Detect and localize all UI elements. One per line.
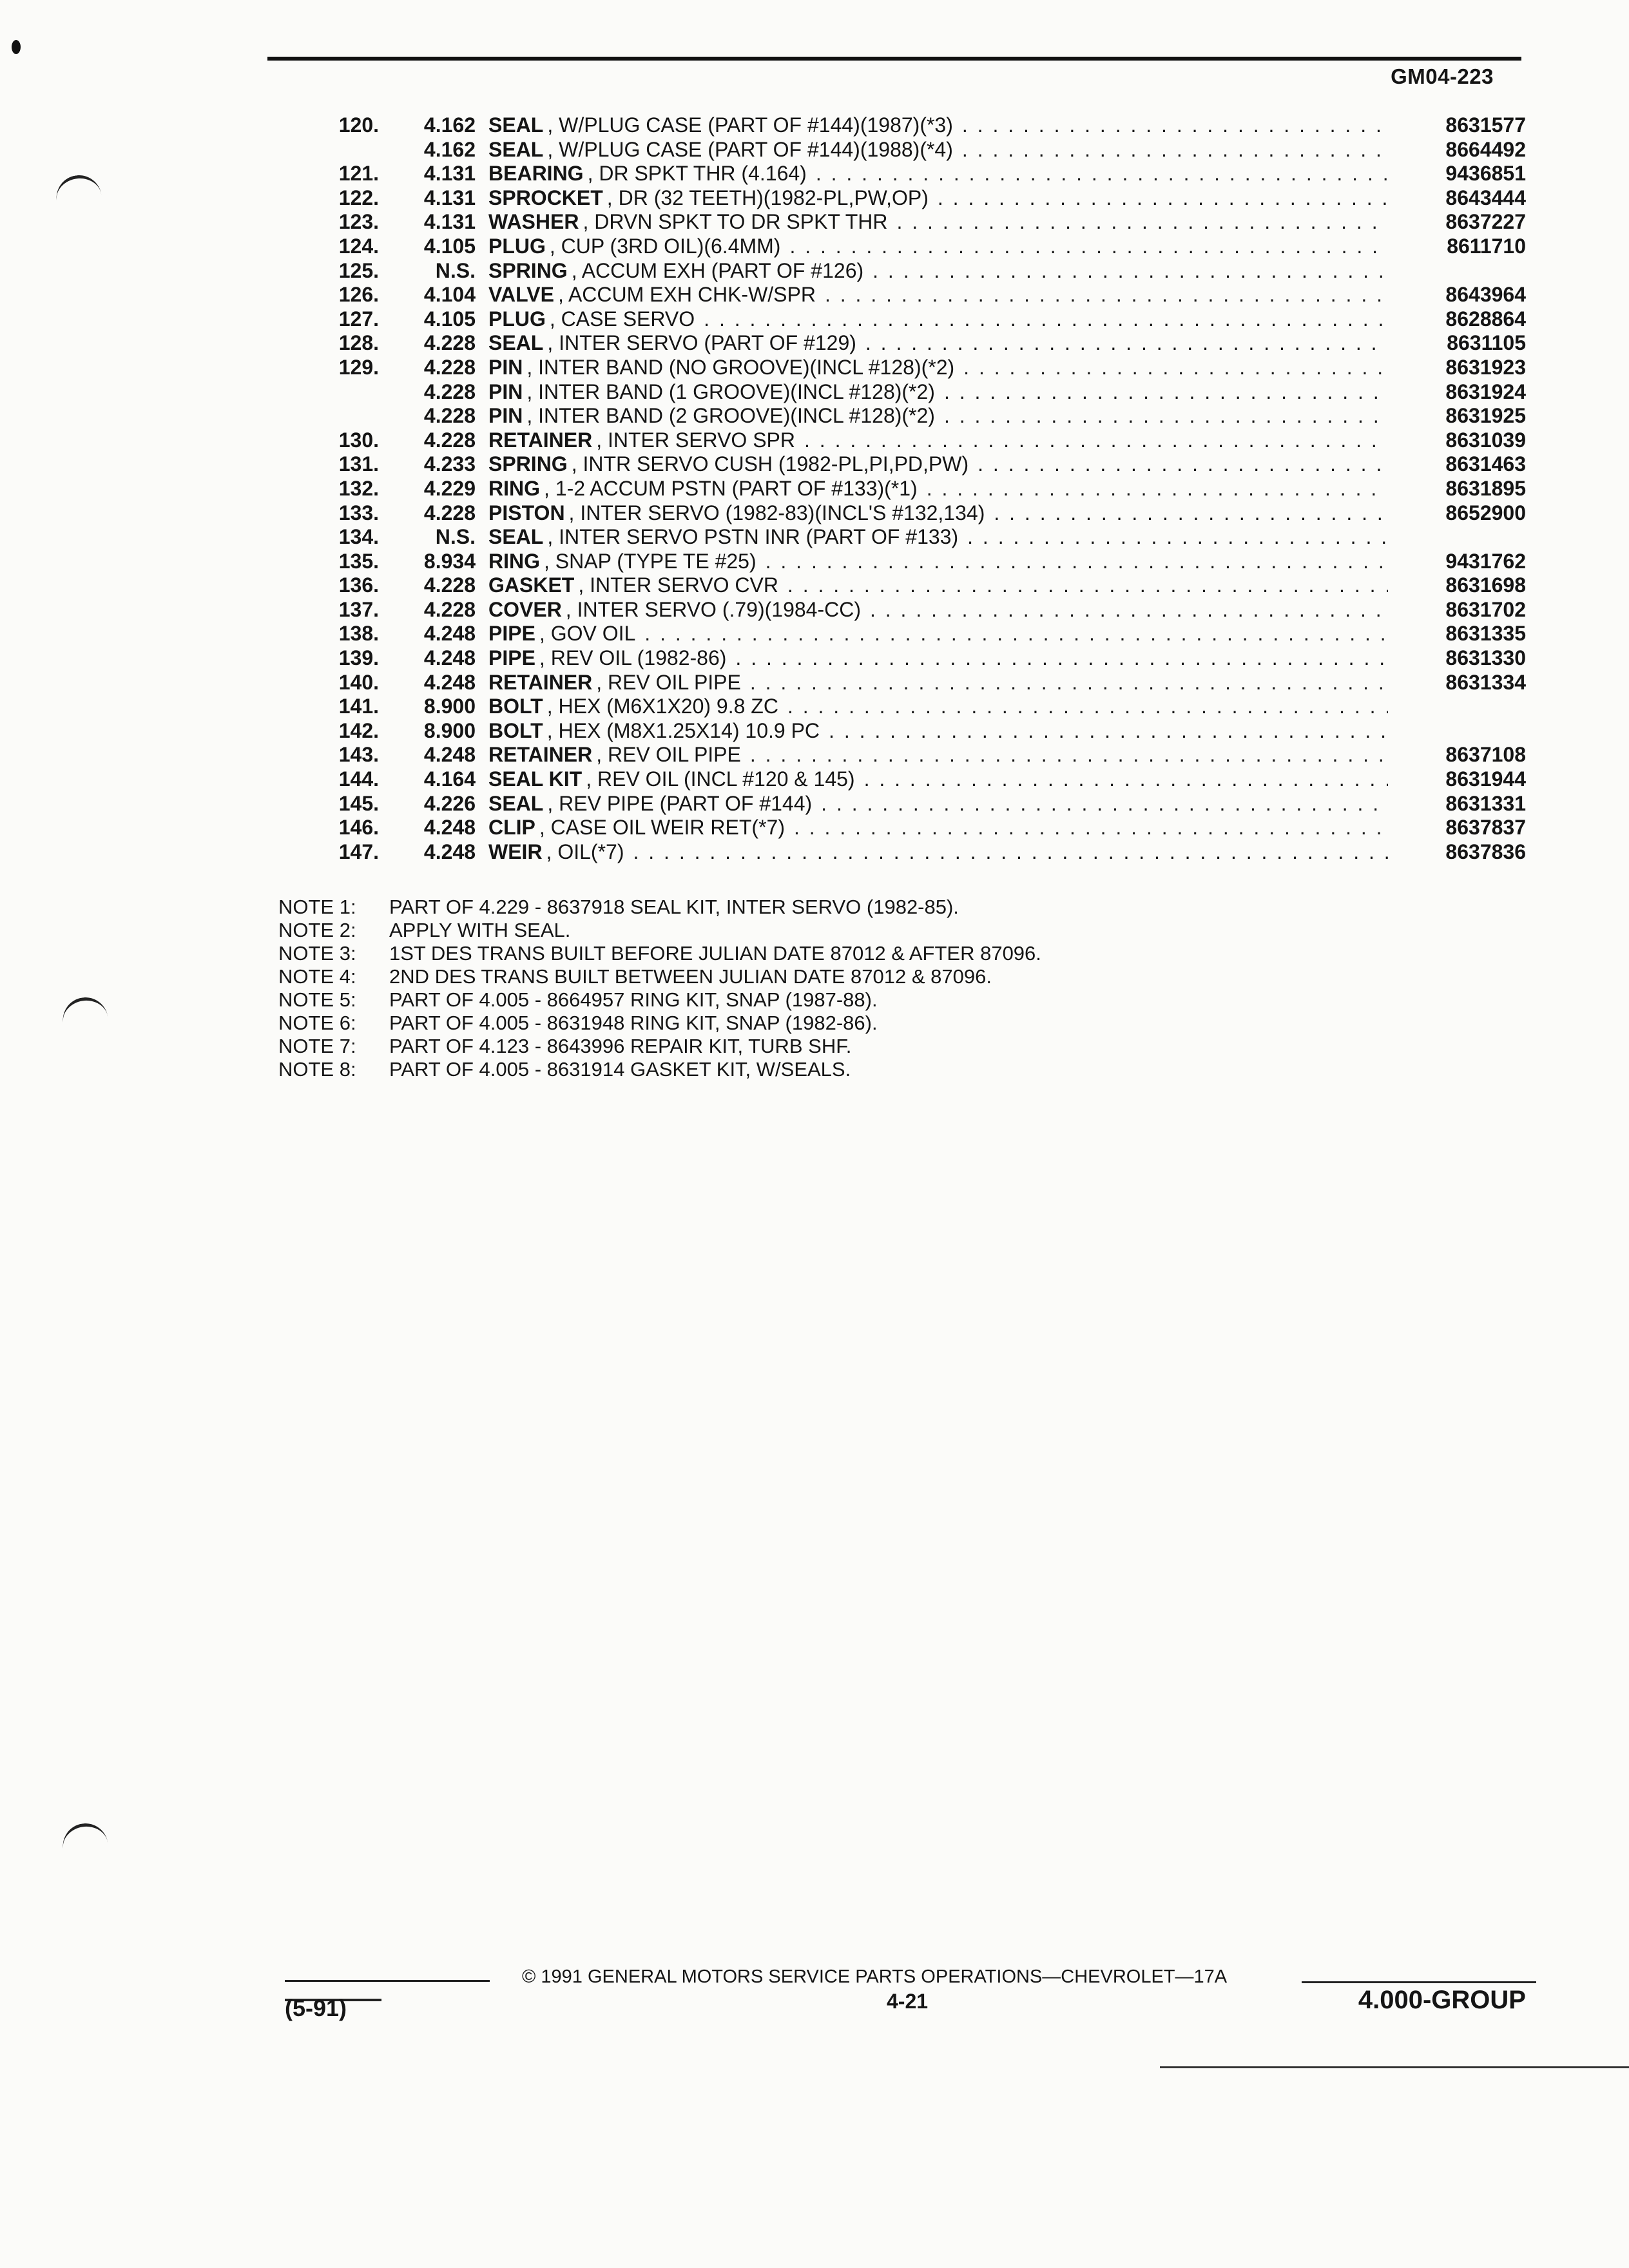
part-name: RETAINER [488,428,593,452]
part-description [488,743,1392,767]
part-number: 8631334 [1445,670,1526,694]
group-number: 4.233 [423,452,476,476]
part-name: BOLT [488,718,543,742]
parts-row [0,550,1629,574]
parts-row [0,162,1629,186]
part-detail: , INTER SERVO PSTN INR (PART OF #133) [547,525,959,549]
part-name: RETAINER [488,670,593,694]
part-name: PLUG [488,234,546,258]
part-number: 8631039 [1445,428,1526,452]
part-number: 9431762 [1445,549,1526,573]
item-number: 144. [338,767,379,791]
note-label: NOTE 1: [278,896,356,918]
part-number: 8631330 [1445,646,1526,670]
parts-row [0,235,1629,259]
item-number: 130. [338,428,379,452]
group-number: 4.105 [423,234,476,258]
item-number: 140. [338,670,379,694]
note-label: NOTE 5: [278,988,356,1011]
header-rule [267,57,1521,61]
part-detail: , INTER BAND (NO GROOVE)(INCL #128)(*2) [526,355,955,379]
parts-row [0,622,1629,646]
part-number: 8652900 [1445,501,1526,524]
dot-leader [644,622,1388,646]
part-detail: , DR SPKT THR (4.164) [587,162,807,186]
part-detail: , CASE OIL WEIR RET(*7) [539,816,785,840]
parts-row [0,743,1629,767]
dot-leader [994,501,1388,526]
item-number: 142. [338,718,379,742]
dot-leader [704,307,1388,332]
part-description [488,404,1392,428]
item-number: 129. [338,355,379,379]
note-text: PART OF 4.005 - 8631914 GASKET KIT, W/SEALS. [389,1058,851,1081]
item-number: 127. [338,307,379,331]
part-number: 8637108 [1445,743,1526,767]
group-number: 4.131 [423,186,476,209]
dot-leader [821,792,1388,816]
part-number: 9436851 [1445,162,1526,186]
part-name: CLIP [488,816,535,840]
part-detail: , INTR SERVO CUSH (1982-PL,PI,PD,PW) [571,452,969,476]
punch-hole-mark [12,40,21,54]
part-number: 8631577 [1445,113,1526,137]
group-number: 4.248 [423,816,476,840]
document-id: GM04-223 [1391,64,1494,88]
dot-leader [865,331,1388,356]
note-text: PART OF 4.123 - 8643996 REPAIR KIT, TURB SHF. [389,1035,852,1057]
binder-edge-mark [60,1820,111,1874]
part-name: PIN [488,355,523,379]
dot-leader [944,380,1388,405]
item-number: 124. [338,234,379,258]
part-description [488,283,1392,307]
part-detail: , W/PLUG CASE (PART OF #144)(1988)(*4) [547,137,953,161]
group-number: 4.228 [423,355,476,379]
group-number: 4.248 [423,670,476,694]
group-number: 4.162 [423,113,476,137]
part-description [488,331,1392,356]
parts-row [0,792,1629,816]
parts-row [0,671,1629,695]
part-name: PLUG [488,307,546,331]
parts-row [0,404,1629,428]
group-number: 4.164 [423,767,476,791]
note-label: NOTE 8: [278,1058,356,1081]
dot-leader [735,646,1388,671]
parts-row [0,719,1629,744]
part-description [488,138,1392,162]
group-number: 4.162 [423,137,476,161]
part-detail: , DRVN SPKT TO DR SPKT THR [583,210,888,234]
note-text: PART OF 4.005 - 8631948 RING KIT, SNAP (1982-86). [389,1012,878,1034]
item-number: 125. [338,258,379,282]
part-detail: , W/PLUG CASE (PART OF #144)(1987)(*3) [547,113,953,137]
item-number: 138. [338,622,379,646]
group-number: N.S. [435,525,476,549]
part-detail: , REV OIL PIPE [596,743,741,767]
part-description [488,307,1392,332]
item-number: 143. [338,743,379,767]
part-name: SEAL [488,137,544,161]
note-label: NOTE 3: [278,942,356,965]
part-name: SEAL [488,525,544,549]
revision-date: (5-91) [285,1995,347,2021]
part-detail: , REV OIL (INCL #120 & 145) [586,767,855,791]
item-number: 132. [338,476,379,500]
parts-row [0,283,1629,307]
dot-leader [944,404,1388,428]
note-label: NOTE 4: [278,965,356,988]
dot-leader [766,550,1388,574]
item-number: 141. [338,695,379,718]
part-name: VALVE [488,283,554,307]
scan-artifact-line [1160,2066,1629,2068]
group-number: 4.104 [423,283,476,307]
item-number: 123. [338,210,379,234]
part-description [488,792,1392,816]
parts-row [0,356,1629,380]
part-number: 8637837 [1445,816,1526,840]
part-description [488,235,1392,259]
binder-edge-mark [60,994,111,1048]
part-description [488,598,1392,622]
parts-row [0,307,1629,332]
part-description [488,428,1392,453]
group-number: 8.900 [423,695,476,718]
note-row [278,896,1041,919]
group-number: 4.248 [423,622,476,646]
part-name: RING [488,476,540,500]
parts-row [0,816,1629,840]
note-row [278,1012,1041,1035]
parts-row [0,428,1629,453]
item-number: 135. [338,549,379,573]
part-name: SPROCKET [488,186,603,209]
part-detail: , INTER SERVO (PART OF #129) [547,331,856,355]
part-description [488,113,1392,138]
parts-row [0,767,1629,792]
item-number: 147. [338,840,379,863]
part-number: 8631925 [1445,404,1526,428]
part-detail: , SNAP (TYPE TE #25) [544,549,757,573]
group-number: 4.228 [423,573,476,597]
part-number: 8637836 [1445,840,1526,863]
part-number: 8631335 [1445,622,1526,646]
note-row [278,965,1041,988]
part-number: 8631702 [1445,597,1526,621]
part-detail: , INTER BAND (2 GROOVE)(INCL #128)(*2) [526,404,935,428]
parts-row [0,477,1629,501]
part-name: PISTON [488,501,565,524]
part-detail: , GOV OIL [539,622,636,646]
part-detail: , REV PIPE (PART OF #144) [547,791,813,815]
part-detail: , 1-2 ACCUM PSTN (PART OF #133)(*1) [544,476,918,500]
part-number: 8631463 [1445,452,1526,476]
dot-leader [829,719,1388,744]
dot-leader [750,743,1388,767]
item-number: 133. [338,501,379,524]
part-number: 8631944 [1445,767,1526,791]
note-text: 2ND DES TRANS BUILT BETWEEN JULIAN DATE 87012 & 87096. [389,965,992,988]
part-description [488,550,1392,574]
notes-list [278,896,1041,1081]
item-number: 145. [338,791,379,815]
parts-list [0,113,1629,864]
item-number: 139. [338,646,379,670]
group-number: 4.105 [423,307,476,331]
note-row [278,942,1041,965]
part-number: 8637227 [1445,210,1526,234]
group-number: 8.900 [423,718,476,742]
part-name: BEARING [488,162,584,186]
group-number: 8.934 [423,549,476,573]
dot-leader [870,598,1388,622]
group-number: 4.248 [423,743,476,767]
group-label: 4.000-GROUP [1358,1986,1526,2014]
part-number: 8643444 [1445,186,1526,209]
dot-leader [872,259,1388,284]
part-detail: , INTER SERVO (1982-83)(INCL'S #132,134) [568,501,985,524]
parts-row [0,646,1629,671]
dot-leader [967,525,1388,550]
part-number: 8628864 [1445,307,1526,331]
part-name: SPRING [488,452,568,476]
part-name: SEAL [488,113,544,137]
part-description [488,840,1392,865]
dot-leader [962,113,1388,138]
part-detail: , REV OIL PIPE [596,670,741,694]
dot-leader [787,695,1388,719]
dot-leader [927,477,1388,501]
part-detail: , INTER BAND (1 GROOVE)(INCL #128)(*2) [526,380,935,403]
parts-row [0,138,1629,162]
dot-leader [963,356,1388,380]
note-text: PART OF 4.005 - 8664957 RING KIT, SNAP (1987-88). [389,988,878,1011]
item-number: 122. [338,186,379,209]
item-number: 131. [338,452,379,476]
part-number: 8631895 [1445,476,1526,500]
note-row [278,1035,1041,1058]
part-name: RETAINER [488,743,593,767]
part-name: PIN [488,404,523,428]
note-text: 1ST DES TRANS BUILT BEFORE JULIAN DATE 87012 & AFTER 87096. [389,942,1041,965]
note-text: PART OF 4.229 - 8637918 SEAL KIT, INTER SERVO (1982-85). [389,896,959,918]
parts-row [0,186,1629,211]
part-detail: , ACCUM EXH CHK-W/SPR [557,283,816,307]
group-number: 4.226 [423,791,476,815]
part-name: PIPE [488,622,535,646]
group-number: 4.248 [423,840,476,863]
footer-rule-left [285,1980,490,1982]
parts-row [0,695,1629,719]
parts-row [0,452,1629,477]
group-number: 4.131 [423,210,476,234]
part-name: SPRING [488,258,568,282]
part-detail: , HEX (M6X1X20) 9.8 ZC [546,695,778,718]
parts-row [0,210,1629,235]
part-name: PIPE [488,646,535,670]
footer-rule-right [1302,1981,1536,1983]
part-description [488,162,1392,186]
note-row [278,919,1041,942]
part-description [488,452,1392,477]
item-number: 134. [338,525,379,549]
part-detail: , INTER SERVO CVR [578,573,778,597]
part-number: 8664492 [1445,137,1526,161]
part-number: 8631698 [1445,573,1526,597]
part-description [488,719,1392,744]
note-text: APPLY WITH SEAL. [389,919,571,941]
item-number: 121. [338,162,379,186]
item-number: 120. [338,113,379,137]
parts-row [0,840,1629,865]
dot-leader [794,816,1388,840]
part-name: WASHER [488,210,579,234]
dot-leader [978,452,1388,477]
parts-row [0,501,1629,526]
part-name: RING [488,549,540,573]
part-name: SEAL [488,331,544,355]
part-description [488,671,1392,695]
part-description [488,501,1392,526]
part-detail: , DR (32 TEETH)(1982-PL,PW,OP) [606,186,929,209]
part-description [488,259,1392,284]
item-number: 136. [338,573,379,597]
parts-row [0,598,1629,622]
dot-leader [962,138,1388,162]
part-description [488,816,1392,840]
dot-leader [825,283,1388,307]
part-description [488,186,1392,211]
part-detail: , HEX (M8X1.25X14) 10.9 PC [546,718,820,742]
part-number: 8631331 [1445,791,1526,815]
part-number: 8631105 [1447,331,1526,355]
part-detail: , OIL(*7) [546,840,624,863]
part-description [488,622,1392,646]
dot-leader [938,186,1388,211]
part-number: 8643964 [1445,283,1526,307]
part-number: 8631924 [1445,380,1526,403]
parts-row [0,380,1629,405]
note-label: NOTE 2: [278,919,356,941]
part-name: COVER [488,597,562,621]
part-description [488,210,1392,235]
item-number: 137. [338,597,379,621]
note-row [278,988,1041,1012]
group-number: 4.248 [423,646,476,670]
part-name: GASKET [488,573,575,597]
dot-leader [633,840,1388,865]
note-label: NOTE 6: [278,1012,356,1034]
item-number: 126. [338,283,379,307]
part-detail: , CUP (3RD OIL)(6.4MM) [549,234,781,258]
parts-row [0,331,1629,356]
part-name: PIN [488,380,523,403]
part-description [488,380,1392,405]
part-description [488,356,1392,380]
part-name: BOLT [488,695,543,718]
group-number: 4.228 [423,597,476,621]
part-name: SEAL KIT [488,767,583,791]
page-number: 4-21 [887,1990,929,2013]
part-name: WEIR [488,840,543,863]
note-row [278,1058,1041,1081]
part-detail: , REV OIL (1982-86) [539,646,727,670]
group-number: 4.228 [423,501,476,524]
part-detail: , INTER SERVO SPR [596,428,795,452]
group-number: N.S. [435,258,476,282]
part-number: 8611710 [1447,234,1526,258]
group-number: 4.228 [423,404,476,428]
dot-leader [864,767,1388,792]
part-name: SEAL [488,791,544,815]
group-number: 4.228 [423,428,476,452]
part-detail: , CASE SERVO [549,307,695,331]
parts-row [0,573,1629,598]
part-description [488,573,1392,598]
part-detail: , INTER SERVO (.79)(1984-CC) [565,597,861,621]
dot-leader [750,671,1388,695]
part-detail: , ACCUM EXH (PART OF #126) [571,258,864,282]
parts-row [0,113,1629,138]
part-description [488,767,1392,792]
group-number: 4.228 [423,331,476,355]
dot-leader [816,162,1388,186]
part-description [488,525,1392,550]
dot-leader [896,210,1388,235]
group-number: 4.228 [423,380,476,403]
part-description [488,695,1392,719]
item-number: 146. [338,816,379,840]
parts-row [0,259,1629,284]
dot-leader [789,235,1388,259]
copyright-notice: © 1991 GENERAL MOTORS SERVICE PARTS OPERATIONS—CHEVROLET—17A [522,1966,1228,1987]
parts-row [0,525,1629,550]
part-number: 8631923 [1445,355,1526,379]
item-number: 128. [338,331,379,355]
part-description [488,646,1392,671]
part-description [488,477,1392,501]
dot-leader [804,428,1388,453]
group-number: 4.229 [423,476,476,500]
dot-leader [787,573,1388,598]
group-number: 4.131 [423,162,476,186]
note-label: NOTE 7: [278,1035,356,1057]
